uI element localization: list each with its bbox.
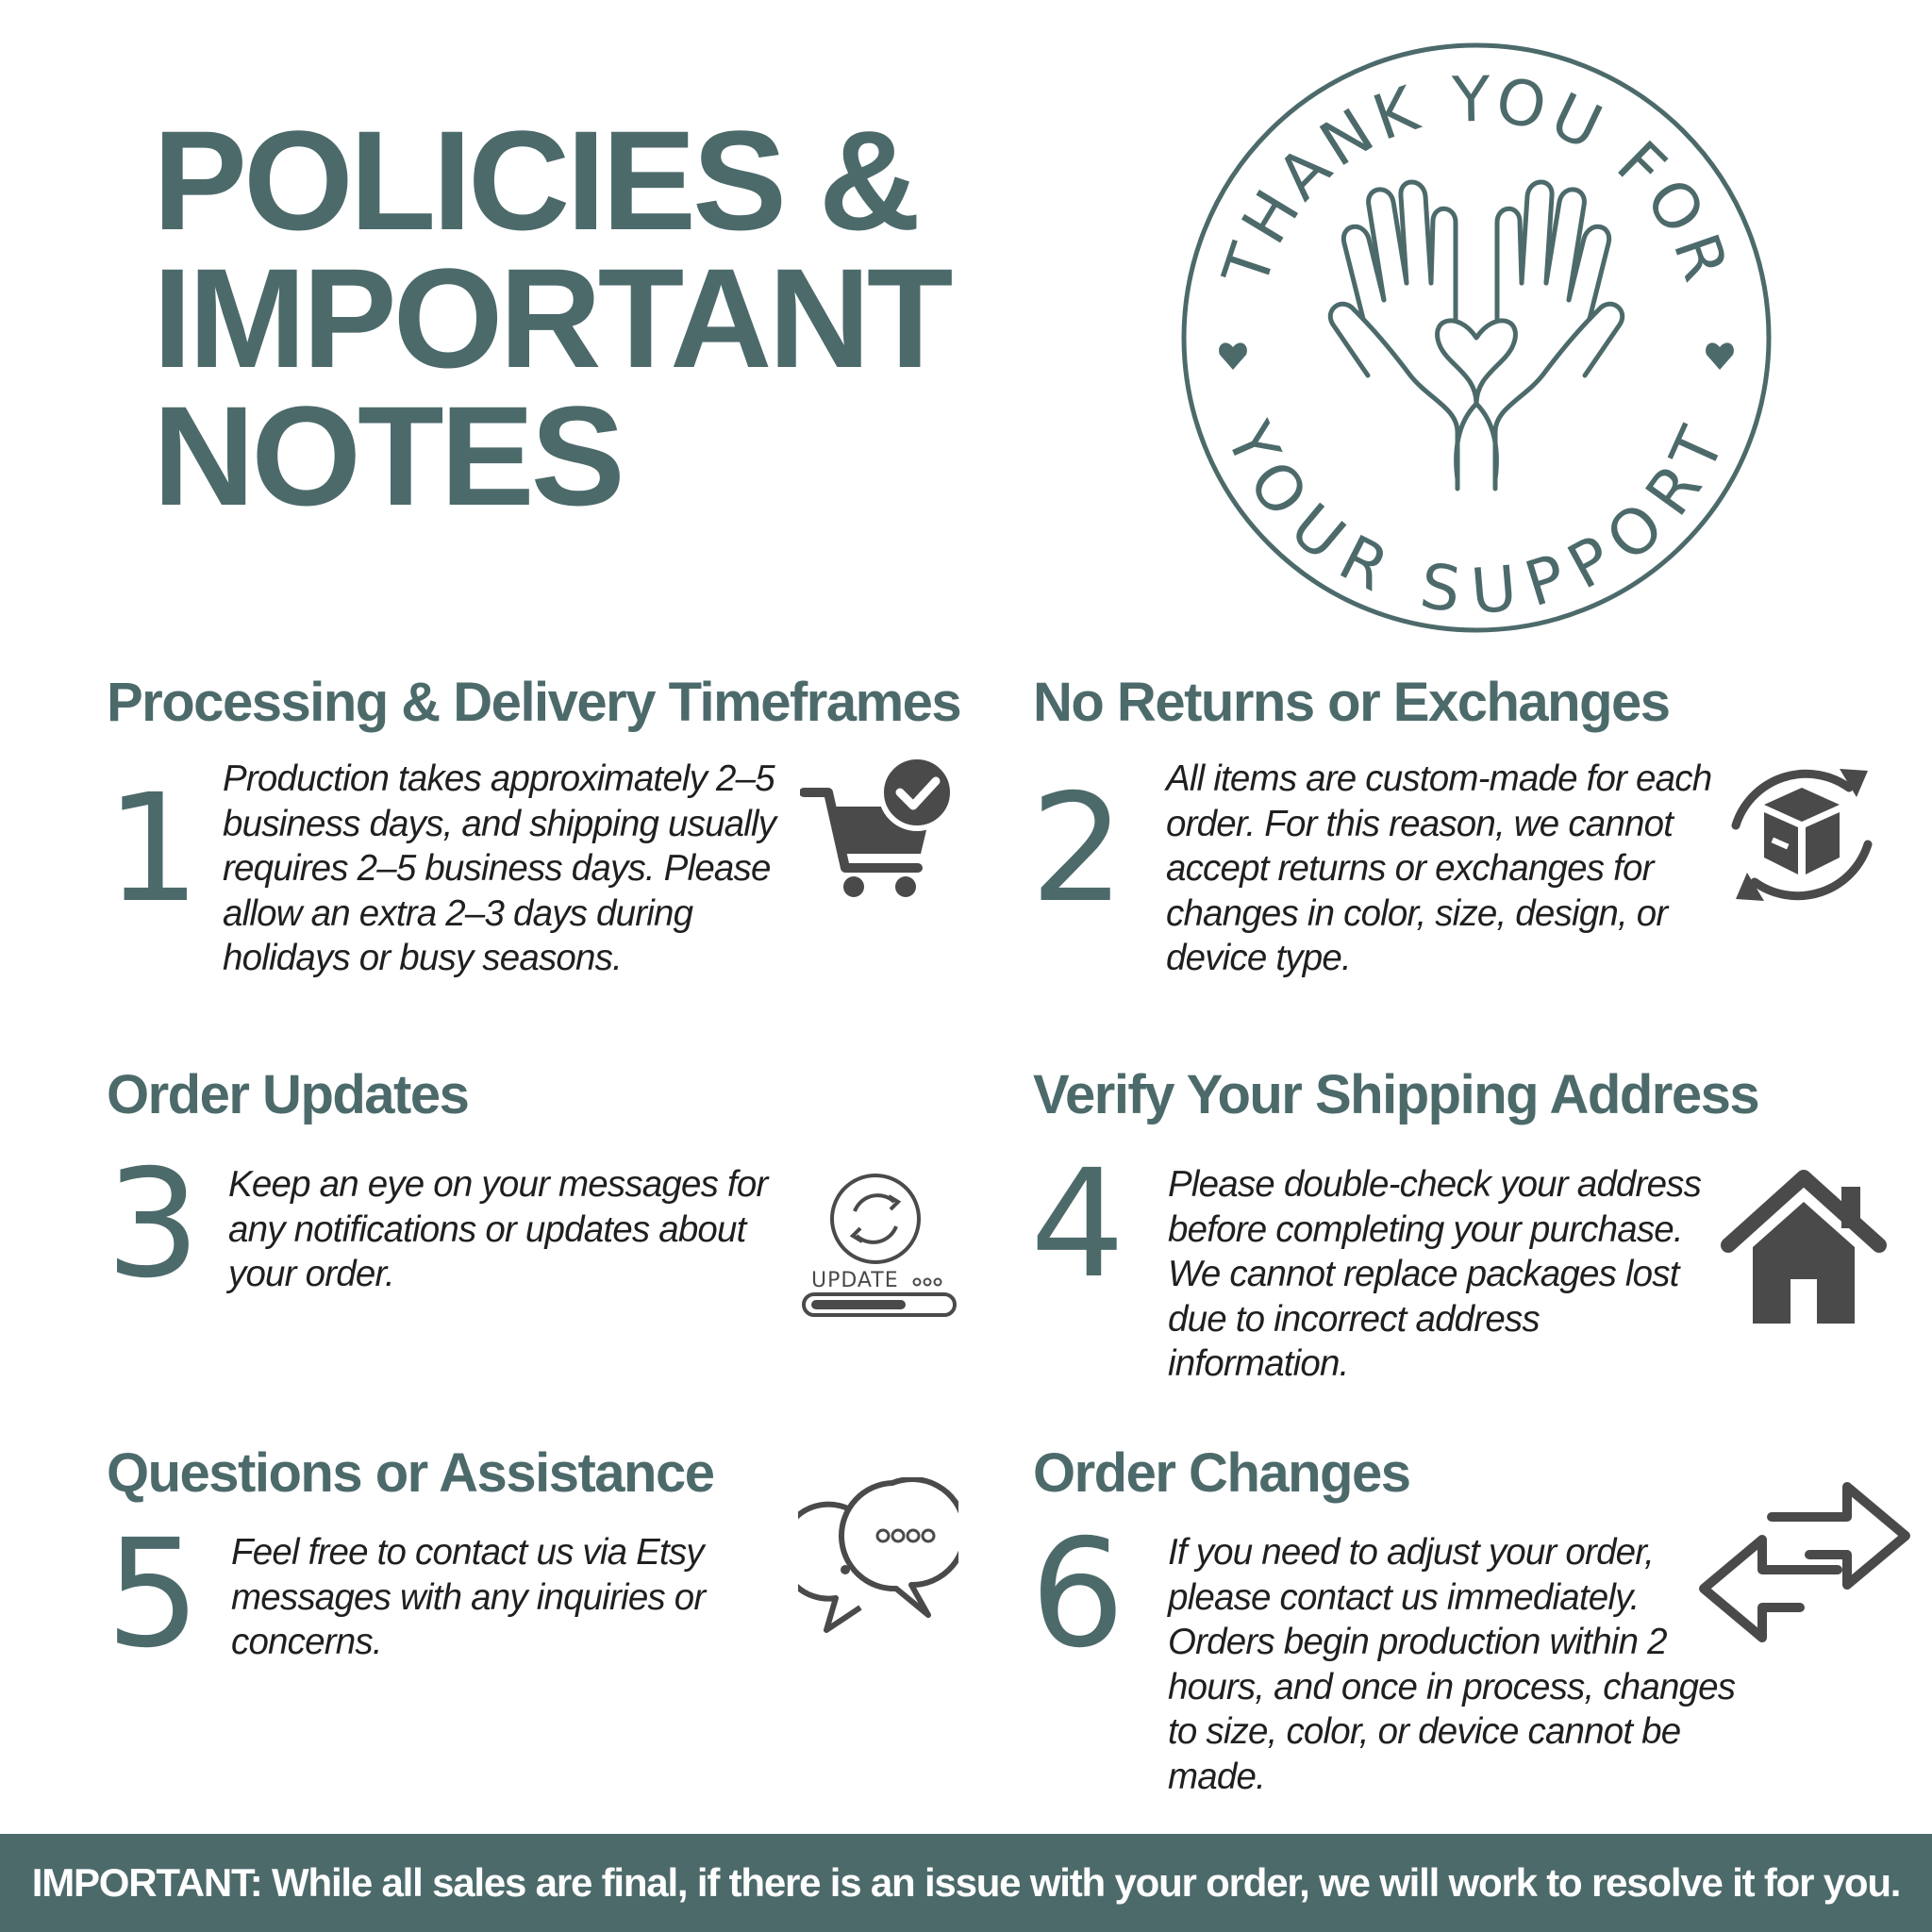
section-1-number: 1 xyxy=(106,762,201,936)
section-2-line: order. For this reason, we cannot xyxy=(1166,803,1674,844)
section-4-text xyxy=(1168,1162,1701,1387)
section-6-line: to size, color, or device cannot be xyxy=(1168,1711,1681,1752)
section-6-text xyxy=(1168,1530,1735,1799)
heart-left-icon xyxy=(1219,342,1247,370)
section-4-line: before completing your purchase. xyxy=(1168,1208,1683,1250)
section-4-number: 4 xyxy=(1030,1138,1125,1311)
section-2-line: device type. xyxy=(1166,938,1351,978)
seal-text-bottom: YOUR SUPPORT xyxy=(1211,411,1741,629)
section-3-number: 3 xyxy=(106,1138,201,1311)
section-5-heading: Questions or Assistance xyxy=(107,1442,714,1504)
section-6-line: If you need to adjust your order, xyxy=(1168,1532,1655,1573)
section-2-number: 2 xyxy=(1030,762,1125,936)
section-3-line: Keep an eye on your messages for xyxy=(228,1164,768,1205)
section-5-line: messages with any inquiries or xyxy=(231,1576,706,1618)
section-4-line: We cannot replace packages lost xyxy=(1168,1254,1679,1294)
section-1-line: business days, and shipping usually xyxy=(223,803,776,844)
exchange-arrows-icon xyxy=(1696,1477,1913,1647)
section-1-text xyxy=(223,757,775,981)
section-4-line: information. xyxy=(1168,1343,1349,1384)
section-4-line: due to incorrect address xyxy=(1168,1298,1540,1340)
house-icon xyxy=(1719,1168,1889,1328)
section-5-text xyxy=(231,1530,705,1665)
section-2-line: accept returns or exchanges for xyxy=(1166,848,1654,889)
heart-right-icon xyxy=(1706,342,1734,370)
section-3-text xyxy=(228,1162,768,1297)
thank-you-seal xyxy=(1174,36,1778,640)
section-2-heading: No Returns or Exchanges xyxy=(1033,672,1670,733)
section-3-heading: Order Updates xyxy=(107,1064,469,1125)
box-return-icon xyxy=(1717,750,1887,920)
section-6-line: please contact us immediately. xyxy=(1168,1576,1640,1618)
title-line-1: POLICIES & xyxy=(153,101,918,259)
seal-text-top: THANK YOU FOR xyxy=(1208,62,1744,295)
shopping-cart-check-icon xyxy=(800,755,960,906)
section-6-line: made. xyxy=(1168,1756,1266,1797)
section-6-line: Orders begin production within 2 xyxy=(1168,1622,1667,1662)
section-2-text xyxy=(1166,757,1711,981)
page-title xyxy=(153,101,950,535)
section-3-line: any notifications or updates about xyxy=(228,1208,746,1250)
section-6-number: 6 xyxy=(1030,1507,1125,1681)
hands-heart-icon xyxy=(1330,182,1622,489)
section-2-line: All items are custom-made for each xyxy=(1166,758,1712,799)
section-5-number: 5 xyxy=(106,1507,201,1681)
section-4-line: Please double-check your address xyxy=(1168,1164,1702,1205)
section-2-line: changes in color, size, design, or xyxy=(1166,892,1668,934)
chat-bubbles-icon xyxy=(798,1477,958,1638)
section-3-line: your order. xyxy=(228,1254,394,1294)
section-1-line: Production takes approximately 2–5 xyxy=(223,758,774,799)
section-1-line: allow an extra 2–3 days during xyxy=(223,892,693,934)
title-line-3: NOTES xyxy=(153,376,622,535)
section-1-line: requires 2–5 business days. Please xyxy=(223,848,771,889)
section-5-line: concerns. xyxy=(231,1622,382,1662)
section-5-line: Feel free to contact us via Etsy xyxy=(231,1532,704,1573)
update-label: UPDATE xyxy=(811,1269,899,1292)
section-1-heading: Processing & Delivery Timeframes xyxy=(107,672,961,733)
section-4-heading: Verify Your Shipping Address xyxy=(1033,1064,1759,1125)
title-line-2: IMPORTANT xyxy=(153,239,950,397)
update-icon xyxy=(798,1172,958,1332)
section-6-heading: Order Changes xyxy=(1033,1442,1410,1504)
section-1-line: holidays or busy seasons. xyxy=(223,938,622,978)
footer-text: IMPORTANT: While all sales are final, if there is an issue with your order, we will work to resolve it for you. xyxy=(31,1860,1901,1905)
section-6-line: hours, and once in process, changes xyxy=(1168,1666,1736,1707)
footer-banner xyxy=(0,1834,1932,1932)
